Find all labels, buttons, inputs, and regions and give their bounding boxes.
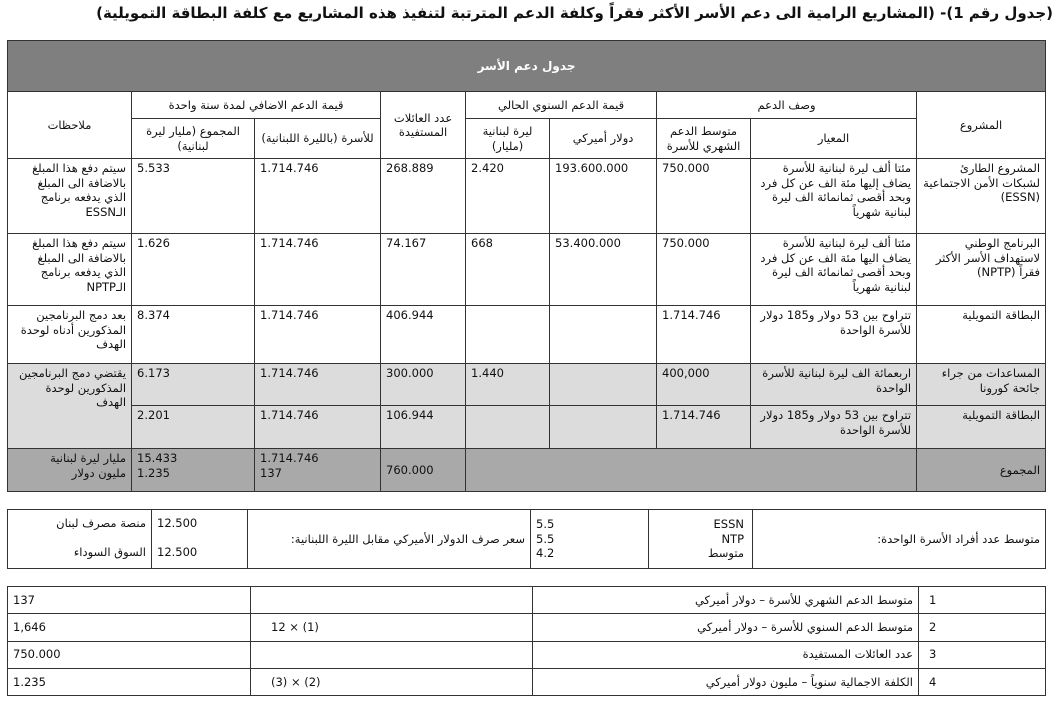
total-notes bbox=[8, 449, 132, 492]
cell-per-family: 1.714.746 bbox=[255, 406, 381, 449]
cell-project: المشروع الطارئ لشبكات الأمن الاجتماعية (ESSN) bbox=[917, 159, 1046, 234]
rate-name: السوق السوداء bbox=[73, 544, 146, 559]
members-label: متوسط عدد أفراد الأسرة الواحدة: bbox=[753, 510, 1046, 569]
cell-project: البطاقة التمويلية bbox=[917, 406, 1046, 449]
table-row bbox=[8, 406, 1046, 449]
summary-no: 3 bbox=[919, 641, 1046, 668]
summary-label: عدد العائلات المستفيدة bbox=[533, 641, 919, 668]
table-banner: جدول دعم الأسر bbox=[8, 41, 1046, 92]
cell-lbp-bn: 668 bbox=[466, 234, 550, 306]
members-name: NTP bbox=[721, 531, 744, 546]
summary-no: 4 bbox=[919, 668, 1046, 695]
cell-notes: سيتم دفع هذا المبلغ بالاضافة الى المبلغ الذي يدفعه برنامج الـNPTP bbox=[8, 234, 132, 306]
total-row bbox=[8, 449, 1046, 492]
cell-avg-monthly: 400,000 bbox=[657, 364, 751, 406]
summary-no: 1 bbox=[919, 587, 1046, 614]
cell-total: 6.173 bbox=[132, 364, 255, 406]
header-total-bn: المجموع (مليار ليرة لبنانية) bbox=[132, 119, 255, 159]
cell-criterion: اربعمائة الف ليرة لبنانية للأسرة الواحدة bbox=[751, 364, 917, 406]
summary-formula bbox=[251, 587, 533, 614]
rate-names bbox=[8, 510, 152, 569]
header-per-family: للأسرة (بالليرة اللبنانية) bbox=[255, 119, 381, 159]
cell-usd bbox=[550, 364, 657, 406]
cell-families: 106.944 bbox=[381, 406, 466, 449]
cell-lbp-bn bbox=[466, 306, 550, 364]
cell-notes: بعد دمج البرنامجين المذكورين أدناه لوحدة الهدف bbox=[8, 306, 132, 364]
members-names bbox=[649, 510, 753, 569]
cell-total: 1.626 bbox=[132, 234, 255, 306]
members-table bbox=[7, 509, 1046, 569]
total-notes-1: مليار ليرة لبنانية bbox=[50, 451, 127, 465]
table-row bbox=[8, 234, 1046, 306]
table-row bbox=[8, 159, 1046, 234]
rate-values bbox=[152, 510, 248, 569]
cell-total: 8.374 bbox=[132, 306, 255, 364]
header-lbp-bn: ليرة لبنانية (مليار) bbox=[466, 119, 550, 159]
cell-per-family: 1.714.746 bbox=[255, 159, 381, 234]
summary-label: الكلفة الاجمالية سنوياً – مليون دولار أميركي bbox=[533, 668, 919, 695]
summary-label: متوسط الدعم الشهري للأسرة – دولار أميركي bbox=[533, 587, 919, 614]
total-families: 760.000 bbox=[381, 449, 466, 492]
header-annual-value: قيمة الدعم السنوي الحالي bbox=[466, 92, 657, 119]
header-notes: ملاحظات bbox=[8, 92, 132, 159]
header-criterion: المعيار bbox=[751, 119, 917, 159]
total-label: المجموع bbox=[917, 449, 1046, 492]
summary-value: 1.235 bbox=[8, 668, 251, 695]
cell-usd: 193.600.000 bbox=[550, 159, 657, 234]
cell-families: 268.889 bbox=[381, 159, 466, 234]
header-additional: قيمة الدعم الاضافي لمدة سنة واحدة bbox=[132, 92, 381, 119]
summary-value: 750.000 bbox=[8, 641, 251, 668]
total-sum-1: 15.433 bbox=[137, 451, 178, 465]
cell-lbp-bn: 2.420 bbox=[466, 159, 550, 234]
summary-row bbox=[8, 641, 1046, 668]
total-sum bbox=[132, 449, 255, 492]
members-values bbox=[531, 510, 649, 569]
cell-avg-monthly: 1.714.746 bbox=[657, 306, 751, 364]
cell-lbp-bn: 1.440 bbox=[466, 364, 550, 406]
support-table bbox=[7, 40, 1046, 492]
cell-criterion: مئتا ألف ليرة لبنانية للأسرة يضاف إليها مئة الف عن كل فرد وبحد أقصى ثمانمائة الف ليرة لبنانية شهرياً bbox=[751, 159, 917, 234]
header-usd: دولار أميركي bbox=[550, 119, 657, 159]
total-notes-2: مليون دولار bbox=[71, 465, 127, 480]
cell-usd bbox=[550, 406, 657, 449]
rate-name: منصة مصرف لبنان bbox=[56, 516, 146, 530]
summary-row bbox=[8, 668, 1046, 695]
total-empty bbox=[466, 449, 917, 492]
table-row bbox=[8, 364, 1046, 406]
total-per-family-2: 137 bbox=[260, 465, 282, 480]
cell-avg-monthly: 750.000 bbox=[657, 234, 751, 306]
members-value: 4.2 bbox=[536, 546, 555, 561]
members-name: ESSN bbox=[713, 517, 744, 532]
header-families: عدد العائلات المستفيدة bbox=[381, 92, 466, 159]
members-name: متوسط bbox=[707, 546, 744, 561]
members-value: 5.5 bbox=[536, 531, 555, 546]
cell-lbp-bn bbox=[466, 406, 550, 449]
rate-label: سعر صرف الدولار الأميركي مقابل الليرة اللبنانية: bbox=[248, 510, 531, 569]
cell-criterion: تتراوح بين 53 دولار و185 دولار للأسرة الواحدة bbox=[751, 406, 917, 449]
cell-notes: يقتضي دمج البرنامجين المذكورين لوحدة الهدف bbox=[8, 364, 132, 449]
cell-project: البطاقة التمويلية bbox=[917, 306, 1046, 364]
cell-per-family: 1.714.746 bbox=[255, 364, 381, 406]
summary-value: 1,646 bbox=[8, 614, 251, 641]
cell-avg-monthly: 750.000 bbox=[657, 159, 751, 234]
cell-criterion: مئتا ألف ليرة لبنانية للأسرة يضاف اليها مئة الف عن كل فرد وبحد أقصى ثمانمائة الف ليرة لبنانية شهرياً bbox=[751, 234, 917, 306]
header-project: المشروع bbox=[917, 92, 1046, 159]
table-row bbox=[8, 306, 1046, 364]
cell-project: البرنامج الوطني لاستهداف الأسر الأكثر فقراً (NPTP) bbox=[917, 234, 1046, 306]
cell-usd bbox=[550, 306, 657, 364]
cell-per-family: 1.714.746 bbox=[255, 234, 381, 306]
cell-notes: سيتم دفع هذا المبلغ بالاضافة الى المبلغ الذي يدفعه برنامج الـESSN bbox=[8, 159, 132, 234]
rate-value: 12.500 bbox=[157, 544, 198, 559]
header-support-desc: وصف الدعم bbox=[657, 92, 917, 119]
rate-value: 12.500 bbox=[157, 516, 198, 530]
cell-avg-monthly: 1.714.746 bbox=[657, 406, 751, 449]
cell-usd: 53.400.000 bbox=[550, 234, 657, 306]
summary-formula: 12 × (1) bbox=[251, 614, 533, 641]
members-value: 5.5 bbox=[536, 517, 555, 532]
total-per-family-1: 1.714.746 bbox=[260, 451, 319, 465]
summary-table bbox=[7, 586, 1046, 696]
summary-label: متوسط الدعم السنوي للأسرة – دولار أميركي bbox=[533, 614, 919, 641]
summary-formula: (3) × (2) bbox=[251, 668, 533, 695]
header-avg-monthly: متوسط الدعم الشهري للأسرة bbox=[657, 119, 751, 159]
summary-row bbox=[8, 614, 1046, 641]
cell-total: 2.201 bbox=[132, 406, 255, 449]
total-per-family bbox=[255, 449, 381, 492]
summary-row bbox=[8, 587, 1046, 614]
cell-per-family: 1.714.746 bbox=[255, 306, 381, 364]
cell-families: 406.944 bbox=[381, 306, 466, 364]
page-title: (جدول رقم 1)- (المشاريع الرامية الى دعم الأسر الأكثر فقراً وكلفة الدعم المترتبة لتنفيذ هذه المشاريع مع كلفة البطاقة التمويلية) bbox=[96, 4, 1053, 22]
summary-value: 137 bbox=[8, 587, 251, 614]
cell-criterion: تتراوح بين 53 دولار و185 دولار للأسرة الواحدة bbox=[751, 306, 917, 364]
cell-total: 5.533 bbox=[132, 159, 255, 234]
summary-no: 2 bbox=[919, 614, 1046, 641]
summary-formula bbox=[251, 641, 533, 668]
cell-families: 300.000 bbox=[381, 364, 466, 406]
cell-project: المساعدات من جراء جائحة كورونا bbox=[917, 364, 1046, 406]
cell-families: 74.167 bbox=[381, 234, 466, 306]
total-sum-2: 1.235 bbox=[137, 465, 170, 480]
